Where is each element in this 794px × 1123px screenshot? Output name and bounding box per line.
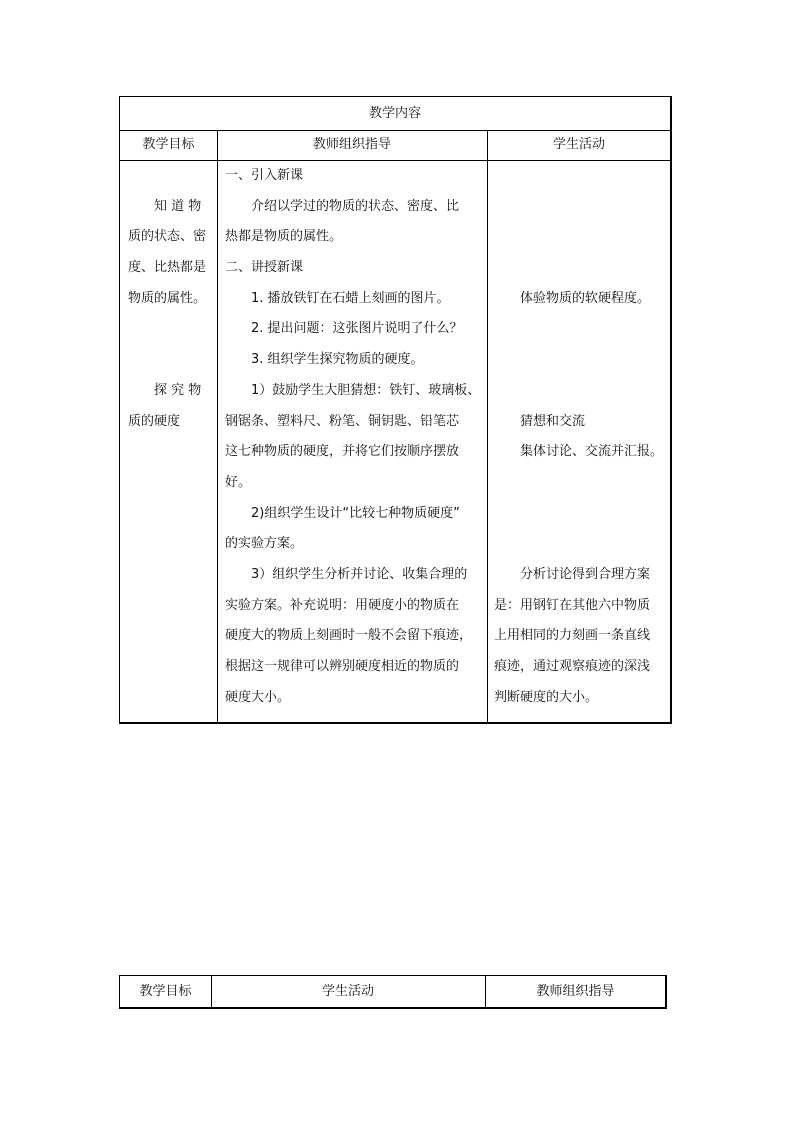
text-line: 2. 提出问题：这张图片说明了什么？ [225,321,463,337]
text-line: 上用相同的力刻画一条直线 [494,628,651,644]
text-line: 1. 播放铁钉在石蜡上刻画的图片。 [225,290,450,306]
text-line: 物质的属性。 [128,290,207,306]
text-line: 是：用钢钉在其他六中物质 [494,597,651,613]
text-line [488,376,670,407]
text-line: 痕迹，通过观察痕迹的深浅 [494,659,651,674]
text-line [488,499,670,530]
header-student-activity: 学生活动 [321,984,374,999]
text-line [120,314,217,345]
text-line [488,192,670,223]
table-title: 教学内容 [120,97,670,131]
text-line: 根据这一规律可以辨别硬度相近的物质的 [225,659,460,674]
text-line: 3. 组织学生探究物质的硬度。 [225,352,424,368]
text-line: 这七种物质的硬度，并将它们按顺序摆放 [225,444,460,460]
text-line: 的实验方案。 [225,536,304,552]
text-line [120,161,217,192]
text-line: 实验方案。补充说明：用硬度小的物质在 [225,597,460,613]
text-line: 分析讨论得到合理方案 [494,566,651,582]
text-line [488,161,670,192]
text-line: 集体讨论、交流并汇报。 [494,444,664,460]
text-line: 硬度大的物质上刻画时一般不会留下痕迹， [225,628,473,644]
text-line: 硬度大小。 [225,689,291,705]
text-line: 质的硬度 [128,413,181,429]
text-line: 质的状态、密 [128,229,207,245]
text-line [488,222,670,253]
teaching-goal-column [120,161,217,437]
text-line: 二、讲授新课 [225,260,304,276]
text-line: 钢锯条、塑料尺、粉笔、铜钥匙、铅笔芯 [225,413,460,429]
text-line: 猜想和交流 [494,413,586,429]
text-line: 度、比热都是 [128,260,207,276]
text-line: 介绍以学过的物质的状态、密度、比 [225,198,460,214]
second-table [119,975,667,1009]
text-line: 知 道 物 [128,198,202,214]
student-activity-column [488,161,670,713]
text-line [488,253,670,284]
text-line [488,345,670,376]
lesson-content-table [119,96,672,724]
text-line: 热都是物质的属性。 [225,229,343,245]
header-teaching-goal: 教学目标 [139,984,192,999]
text-line: 2)组织学生设计“比较七种物质硬度” [225,505,460,521]
header-teacher-guidance: 教师组织指导 [312,137,391,152]
header-teacher-guidance: 教师组织指导 [536,984,615,999]
text-line [488,468,670,499]
text-line: 1）鼓励学生大胆猜想：铁钉、玻璃板、 [225,382,481,398]
text-line: 判断硬度的大小。 [494,689,599,705]
header-student-activity: 学生活动 [552,137,605,152]
text-line [488,529,670,560]
text-line: 好。 [225,474,252,490]
text-line: 3）组织学生分析并讨论、收集合理的 [225,566,468,582]
table-header-row [120,130,670,161]
text-line: 体验物质的软硬程度。 [494,290,651,306]
text-line [120,345,217,376]
text-line [488,314,670,345]
text-line: 探 究 物 [128,382,202,398]
header-teaching-goal: 教学目标 [142,137,195,152]
teacher-guidance-column [218,161,486,713]
text-line: 一、引入新课 [225,168,304,183]
